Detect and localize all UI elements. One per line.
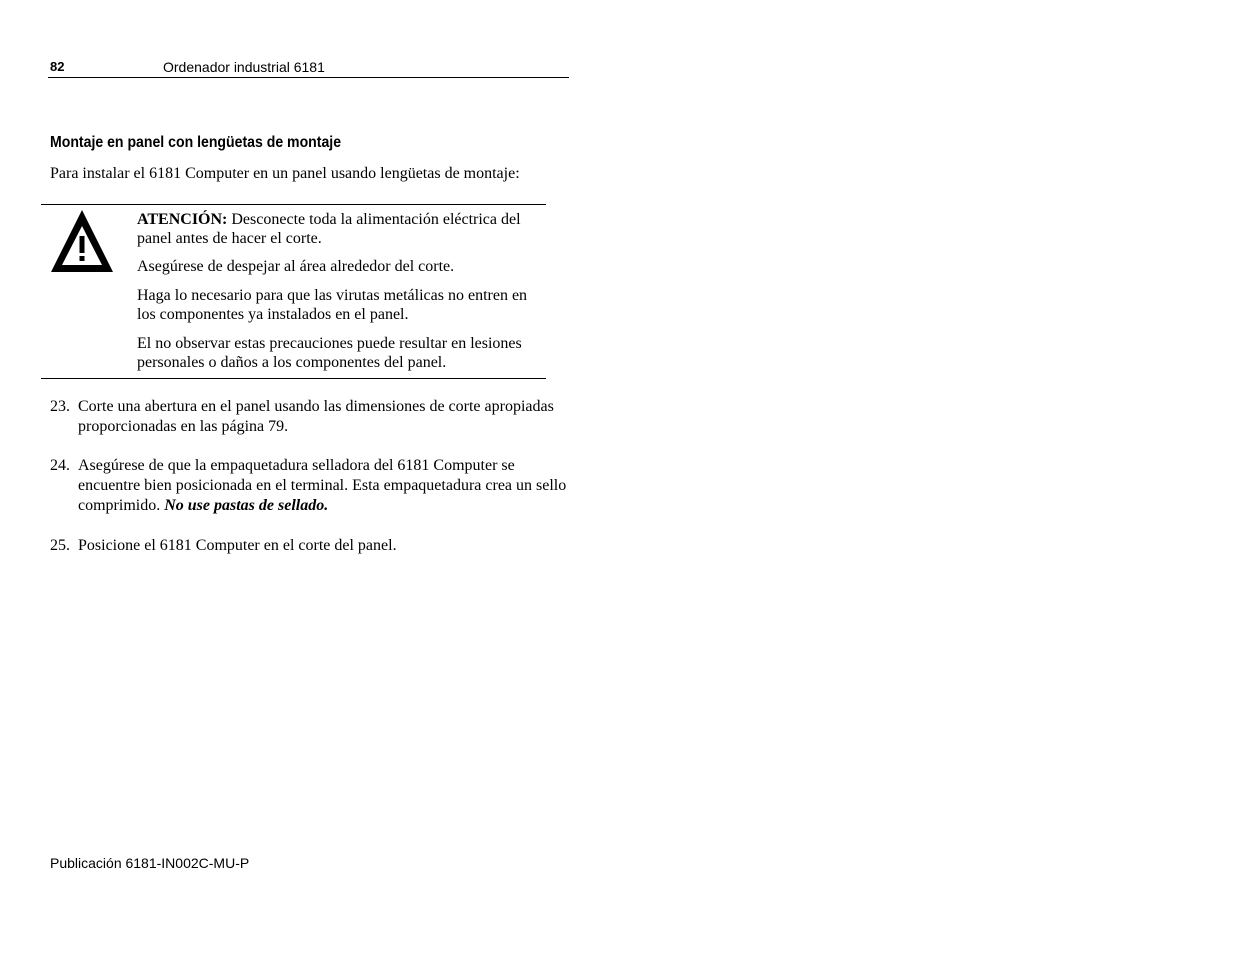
attention-text-1: Desconecte toda la alimentación eléctrica del panel antes de hacer el corte. [137,211,521,247]
attention-paragraph-1 [137,210,542,248]
attention-paragraph-3: Haga lo necesario para que las virutas metálicas no entren en los componentes ya instalados en el panel. [137,287,528,323]
step-emphasis: No use pastas de sellado. [164,497,329,514]
step-text-with-emphasis [78,456,570,516]
step-text: Asegúrese de que la empaquetadura selladora del 6181 Computer se encuentre bien posicionada en el terminal. Esta empaquetadura crea un sello comprimido. [78,457,567,514]
step-number: 25. [50,537,70,554]
step-number: 23. [50,398,70,415]
step-text: Corte una abertura en el panel usando las dimensiones de corte apropiadas proporcionadas en las página 79. [78,398,554,435]
header-rule [48,77,569,78]
attention-label: ATENCIÓN: [137,211,228,228]
warning-triangle-icon [49,208,115,274]
step-text: Posicione el 6181 Computer en el corte del panel. [78,537,397,554]
attention-paragraph-2: Asegúrese de despejar al área alrededor del corte. [137,258,455,275]
footer-publication: Publicación 6181-IN002C-MU-P [50,855,250,871]
attention-paragraph-4: El no observar estas precauciones puede resultar en lesiones personales o daños a los componentes del panel. [137,335,522,371]
section-heading: Montaje en panel con lengüetas de montaje [50,134,342,151]
header-title: Ordenador industrial 6181 [163,59,325,75]
intro-paragraph: Para instalar el 6181 Computer en un panel usando lengüetas de montaje: [50,165,520,182]
page-number: 82 [50,59,65,74]
step-number: 24. [50,457,70,474]
